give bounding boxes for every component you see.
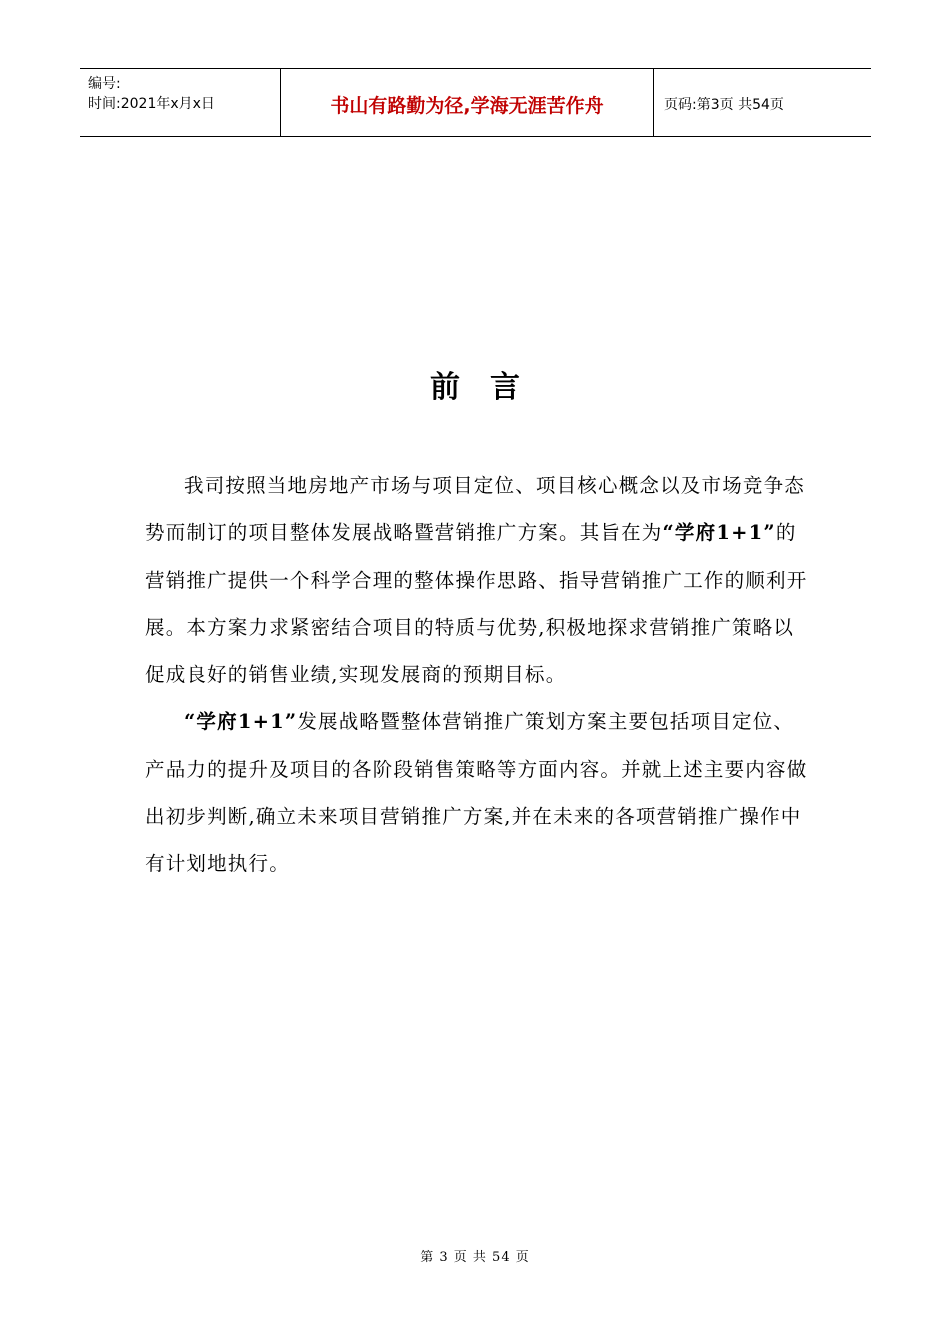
header-motto: 书山有路勤为径,学海无涯苦作舟 — [330, 95, 604, 117]
document-number-label: 编号: — [88, 76, 121, 92]
page-footer: 第 3 页 共 54 页 — [420, 1250, 530, 1265]
document-header — [80, 68, 871, 137]
header-page-code: 页码:第3页 共54页 — [664, 97, 784, 113]
paragraph-2-tail: 发展战略暨整体营销推广策划方案主要包括项目定位、产品力的提升及项目的各阶段销售策略等方面内容。并就上述主要内容做出初步判断,确立未来项目营销推广方案,并在未来的各项营销推广操作中有计划地执行。 — [145, 710, 808, 876]
paragraph-1-tail: 的营销推广提供一个科学合理的整体操作思路、指导营销推广工作的顺利开展。本方案力求紧密结合项目的特质与优势,积极地探求营销推广策略以促成良好的销售业绩,实现发展商的预期目标。 — [145, 521, 808, 687]
paragraph-1-lead: 我司按照当地房地产市场与项目定位、项目核心概念以及市场竞争态势而制订的项目整体发展战略暨营销推广方案。其旨在为 — [145, 474, 806, 545]
header-page-cell — [654, 69, 871, 136]
document-date-label: 时间:2021年x月x日 — [88, 96, 215, 112]
paragraph-1 — [145, 462, 810, 698]
project-name-quote: “学府1+1” — [662, 521, 776, 545]
page-title: 前言 — [430, 370, 550, 405]
document-body — [145, 462, 810, 888]
project-name-quote: “学府1+1” — [184, 710, 298, 734]
paragraph-2 — [145, 698, 810, 887]
header-meta-cell — [80, 69, 281, 136]
header-motto-cell — [281, 69, 654, 136]
